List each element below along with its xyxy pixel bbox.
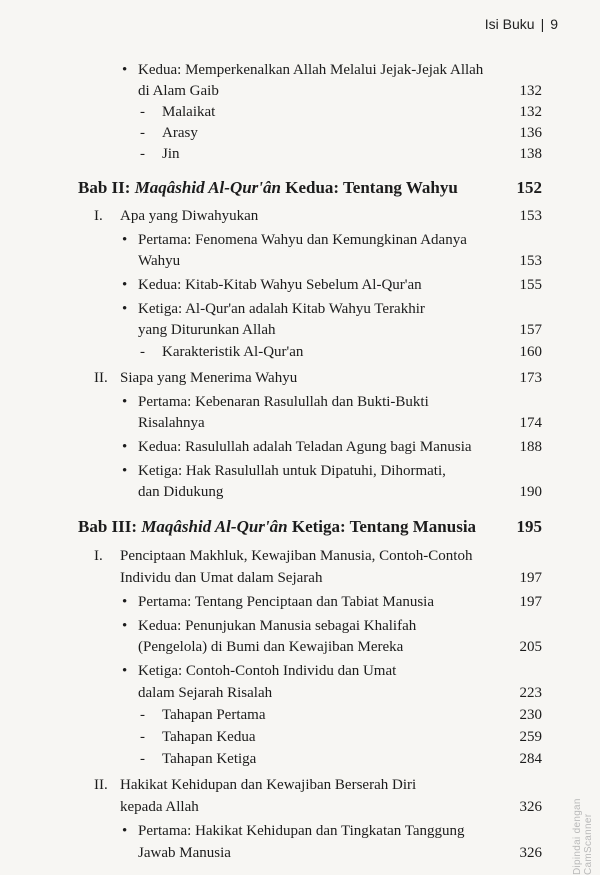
toc-entry-title: - Malaikat [162, 102, 215, 122]
toc-page-number: 153 [519, 253, 542, 269]
toc-entry-title: Wahyu [138, 253, 181, 269]
toc-entry-title: (Pengelola) di Bumi dan Kewajiban Mereka [138, 639, 404, 655]
toc-page-number: 230 [519, 707, 542, 723]
toc-entry-title: kepada Allah [120, 799, 199, 815]
toc-page-number: 188 [519, 439, 542, 455]
toc-page-number: 259 [519, 729, 542, 745]
toc-section-numeral: II. [94, 370, 108, 386]
chapter-title: Kedua: Tentang Wahyu [285, 178, 458, 197]
toc-page-number: 190 [519, 484, 542, 500]
toc-entry-title: • Ketiga: Al-Qur'an adalah Kitab Wahyu Terakhir [138, 299, 425, 319]
toc-entry-title: yang Diturunkan Allah [138, 322, 276, 338]
toc-entry-title: Apa yang Diwahyukan [120, 208, 259, 224]
header-page-number: 9 [550, 16, 558, 32]
toc-section-numeral: II. [94, 777, 108, 793]
toc-page-number: 173 [519, 370, 542, 386]
toc-entry-title: Risalahnya [138, 415, 205, 431]
toc-entry-title: di Alam Gaib [138, 83, 219, 99]
toc-entry-title: • Pertama: Hakikat Kehidupan dan Tingkatan Tanggung [138, 821, 465, 841]
toc-page-number: 157 [519, 322, 542, 338]
toc-entry-title: • Kedua: Rasulullah adalah Teladan Agung bagi Manusia [138, 437, 472, 457]
toc-page-number: 132 [519, 83, 542, 99]
toc-page-number: 223 [519, 685, 542, 701]
toc-page-number: 197 [519, 594, 542, 610]
header-separator: | [540, 16, 545, 32]
toc-page-number: 197 [519, 570, 542, 586]
toc-entry-title: Hakikat Kehidupan dan Kewajiban Berserah Diri [120, 777, 417, 793]
toc-entry-title: - Tahapan Kedua [162, 727, 256, 747]
toc-page-number: 174 [519, 415, 542, 431]
toc-page-number: 138 [519, 146, 542, 162]
toc-entry-title: - Jin [162, 144, 180, 164]
toc-section-numeral: I. [94, 208, 103, 224]
toc-entry-title: Penciptaan Makhluk, Kewajiban Manusia, Contoh-Contoh [120, 548, 473, 564]
toc-entry-title: • Ketiga: Contoh-Contoh Individu dan Umat [138, 661, 396, 681]
toc-page-number: 160 [519, 344, 542, 360]
toc-section-numeral: I. [94, 548, 103, 564]
toc-entry-title: • Kedua: Memperkenalkan Allah Melalui Jejak-Jejak Allah [138, 60, 483, 80]
scanner-watermark: Dipindai dengan CamScanner [572, 798, 594, 875]
toc-page-number: 326 [519, 845, 542, 861]
toc-entry-title: dalam Sejarah Risalah [138, 685, 273, 701]
toc-entry-title: • Kedua: Penunjukan Manusia sebagai Khalifah [138, 616, 416, 636]
chapter-italic-title: Maqâshid Al-Qur'ân [134, 178, 281, 197]
toc-entry-title: • Kedua: Kitab-Kitab Wahyu Sebelum Al-Qur'an [138, 275, 422, 295]
toc-page-number: 132 [519, 104, 542, 120]
toc-page-number: 136 [519, 125, 542, 141]
chapter-title: Ketiga: Tentang Manusia [291, 517, 477, 536]
header-section-title: Isi Buku [484, 16, 535, 32]
toc-page-number: 155 [519, 277, 542, 293]
toc-page-number: 195 [516, 517, 542, 536]
toc-page-number: 153 [519, 208, 542, 224]
toc-entry-title: • Ketiga: Hak Rasulullah untuk Dipatuhi, Dihormati, [138, 461, 446, 481]
toc-entry-title: dan Didukung [138, 484, 224, 500]
toc-entry-title: - Arasy [162, 123, 198, 143]
toc-page-number: 326 [519, 799, 542, 815]
toc-entry-title: - Tahapan Pertama [162, 705, 265, 725]
toc-entry-title: Siapa yang Menerima Wahyu [120, 370, 298, 386]
toc-entry-title: • Pertama: Fenomena Wahyu dan Kemungkinan Adanya [138, 230, 467, 250]
toc-entry-title: Individu dan Umat dalam Sejarah [120, 570, 323, 586]
toc-entry-title: Jawab Manusia [138, 845, 231, 861]
chapter-italic-title: Maqâshid Al-Qur'ân [141, 517, 288, 536]
chapter-label: Bab III: [78, 517, 138, 536]
toc-page-number: 284 [519, 751, 542, 767]
toc-page-number: 205 [519, 639, 542, 655]
toc-entry-title: - Tahapan Ketiga [162, 749, 256, 769]
toc-entry-title: - Karakteristik Al-Qur'an [162, 342, 303, 362]
toc-entry-title: • Pertama: Tentang Penciptaan dan Tabiat Manusia [138, 592, 434, 612]
chapter-label: Bab II: [78, 178, 131, 197]
toc-page-number: 152 [516, 178, 542, 197]
toc-entry-title: • Pertama: Kebenaran Rasulullah dan Bukti-Bukti [138, 392, 429, 412]
